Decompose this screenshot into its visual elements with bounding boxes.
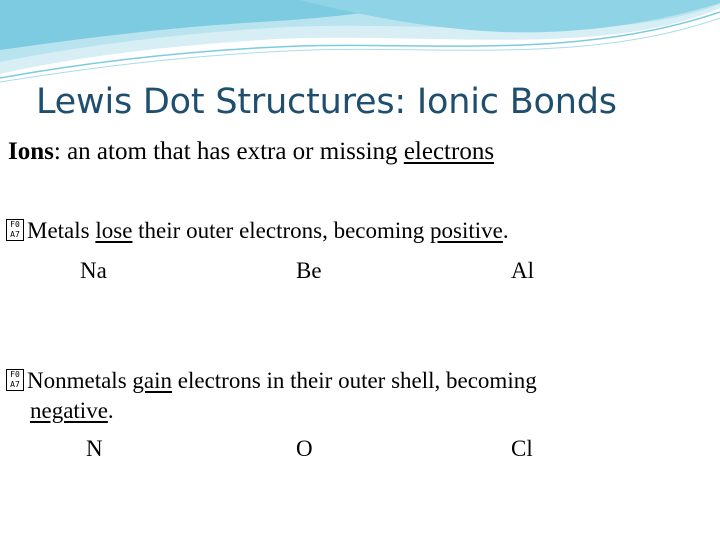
nonmetals-underlined-2: negative bbox=[30, 398, 108, 423]
ions-definition bbox=[8, 138, 494, 166]
metals-text-2: their outer electrons, becoming bbox=[132, 218, 431, 243]
element-o: O bbox=[296, 436, 313, 461]
element-n: N bbox=[86, 436, 103, 461]
element-na: Na bbox=[80, 258, 107, 283]
element-al: Al bbox=[511, 258, 534, 283]
element-cl: Cl bbox=[511, 436, 533, 461]
nonmetals-underlined-1: gain bbox=[132, 368, 173, 393]
decorative-wave-banner bbox=[0, 0, 720, 90]
metals-text-3: . bbox=[502, 218, 509, 243]
nonmetals-bullet bbox=[6, 368, 537, 394]
element-be: Be bbox=[296, 258, 322, 283]
definition-term: Ions bbox=[8, 138, 54, 165]
nonmetals-text-2: electrons in their outer shell, becoming bbox=[172, 368, 537, 393]
nonmetals-bullet-continued bbox=[30, 398, 114, 424]
metals-bullet bbox=[6, 218, 509, 244]
bullet-glyph-icon: F0 A7 bbox=[6, 369, 24, 391]
definition-keyword: electrons bbox=[403, 138, 495, 165]
slide-title: Lewis Dot Structures: Ionic Bonds bbox=[36, 82, 617, 122]
nonmetals-text-3: . bbox=[107, 398, 114, 423]
metals-underlined-1: lose bbox=[95, 218, 133, 243]
metals-text-1: Metals bbox=[27, 218, 96, 243]
definition-text: : an atom that has extra or missing bbox=[53, 138, 404, 165]
bullet-glyph-icon: F0 A7 bbox=[6, 219, 24, 241]
nonmetals-text-1: Nonmetals bbox=[27, 368, 133, 393]
metals-underlined-2: positive bbox=[430, 218, 503, 243]
